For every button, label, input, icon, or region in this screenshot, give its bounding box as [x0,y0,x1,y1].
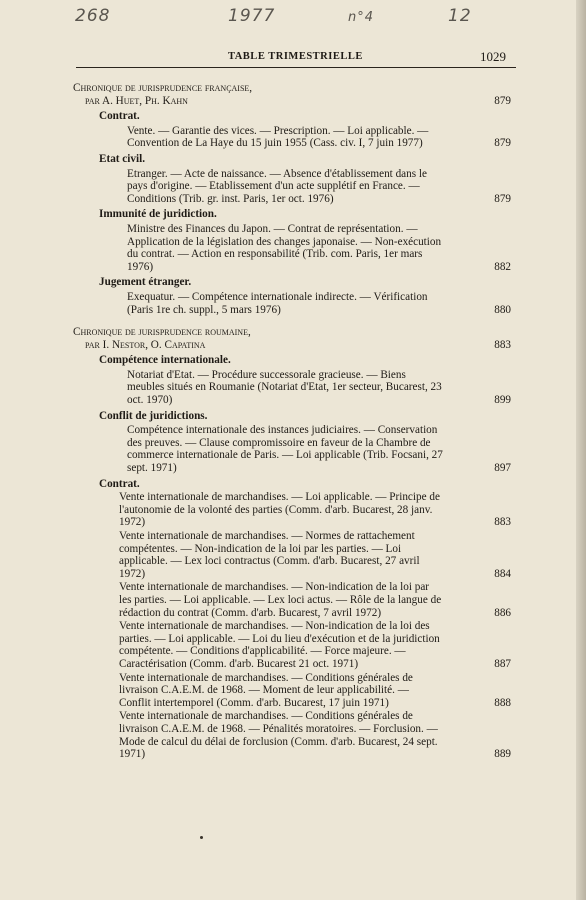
entry-text: Vente internationale de marchandises. — Non-indication de la loi par les parties. — Loi applicable. — Lex loci actus. — Rôle de la langue de rédaction du contrat (Comm. d'arb. Bucarest, 7 avril 1972) [119,581,442,619]
entry-page: 897 [494,462,511,475]
index-entry [119,620,513,670]
index-entry [127,424,513,474]
group-heading: Conflit de juridictions. [99,409,208,422]
section-byline [85,339,513,352]
index-entry [127,223,513,273]
entry-text: Notariat d'Etat. — Procédure successorale gracieuse. — Biens meubles situés en Roumanie (Notariat d'Etat, 1er secteur, Bucarest, 23 oct. 1970) [127,368,442,407]
index-entry [119,491,513,529]
group-heading: Jugement étranger. [99,276,192,289]
section-page: 883 [494,338,511,351]
section-byline [85,95,513,108]
entry-text: Ministre des Finances du Japon. — Contrat de représentation. — Application de la législation des changes japonaise. — Non-exécution du contrat. — Action en responsabilité (Trib. com. Paris, 1er mars 1976) [127,222,442,273]
ink-dot [200,836,203,839]
running-header [0,47,586,67]
section-authors: par A. Huet, Ph. Kahn [85,94,188,107]
section-title: Chronique de jurisprudence roumaine, [73,326,251,339]
handwritten-note-3: n°4 [348,10,375,25]
section-page: 879 [494,94,511,107]
entry-page: 883 [494,516,511,529]
entry-page: 887 [494,657,511,670]
index-entry [119,530,513,580]
entry-page: 888 [494,696,511,709]
header-rule [76,67,516,68]
entry-page: 886 [494,606,511,619]
group-heading: Etat civil. [99,152,145,165]
handwritten-note-4: 12 [448,6,472,26]
handwritten-note-2: 1977 [228,6,276,26]
index-entry [127,291,513,316]
entry-page: 899 [494,394,511,407]
index-entry [127,125,513,150]
group-heading: Compétence internationale. [99,354,231,367]
section-title: Chronique de jurisprudence française, [73,82,253,94]
entry-text: Vente internationale de marchandises. — Loi applicable. — Principe de l'autonomie de la volonté des parties (Comm. d'arb. Bucarest, 28 janv. 1972) [119,491,440,529]
entry-page: 882 [494,260,511,273]
index-entry [119,581,513,619]
index-entry [127,369,513,407]
entry-text: Vente. — Garantie des vices. — Prescription. — Loi applicable. — Convention de La Haye du 15 juin 1955 (Cass. civ. I, 7 juin 1977) [127,124,429,150]
entry-text: Vente internationale de marchandises. — Conditions générales de livraison C.A.E.M. de 1968. — Moment de leur applicabilité. — Conflit intertemporel (Comm. d'arb. Bucarest, 17 juin 1971) [119,671,413,709]
group-heading: Immunité de juridiction. [99,208,217,221]
entry-page: 879 [494,192,511,205]
entry-page: 884 [494,567,511,580]
entry-text: Vente internationale de marchandises. — Normes de rattachement compétentes. — Non-indication de la loi par les parties. — Loi applicable. — Lex loci contractus (Comm. d'arb. Bucarest, 27 avril 1972) [119,530,420,580]
section-authors: par I. Nestor, O. Capatina [85,338,206,351]
group-heading: Contrat. [99,110,140,123]
page-number: 1029 [480,49,506,64]
index-entry [127,168,513,206]
entry-text: Compétence internationale des instances judiciaires. — Conservation des preuves. — Clause compromissoire en faveur de la Chambre de commerce internationale de Paris. — Loi applicable (Trib. Focsani, 27 sept. 1971) [127,424,443,475]
entry-text: Exequatur. — Compétence internationale indirecte. — Vérification (Paris 1re ch. suppl., 5 mars 1976) [127,290,428,316]
index-entry [119,710,513,760]
group-heading: Contrat. [99,477,140,490]
entry-page: 880 [494,303,511,316]
entry-text: Etranger. — Acte de naissance. — Absence d'établissement dans le pays d'origine. — Etablissement d'un acte supplétif en France. — Conditions (Trib. gr. inst. Paris, 1er oct. 1976) [127,167,427,205]
entry-page: 889 [494,748,511,761]
index-entry [119,672,513,710]
handwritten-note-1: 268 [75,6,111,26]
page-edge-shadow [576,0,586,900]
entry-page: 879 [494,137,511,150]
index-content [73,82,513,761]
entry-text: Vente internationale de marchandises. — Non-indication de la loi des parties. — Loi applicable. — Loi du lieu d'exécution et de la juridiction compétente. — Conditions d'applicabilité. — Force majeure. — Caractérisation (Comm. d'arb. Bucarest 21 oct. 1971) [119,620,440,670]
entry-text: Vente internationale de marchandises. — Conditions générales de livraison C.A.E.M. de 1968. — Pénalités moratoires. — Forclusion. — Mode de calcul du délai de forclusion (Comm. d'arb. Bucarest, 24 sept. 1971) [119,710,438,761]
header-title: TABLE TRIMESTRIELLE [228,51,363,62]
